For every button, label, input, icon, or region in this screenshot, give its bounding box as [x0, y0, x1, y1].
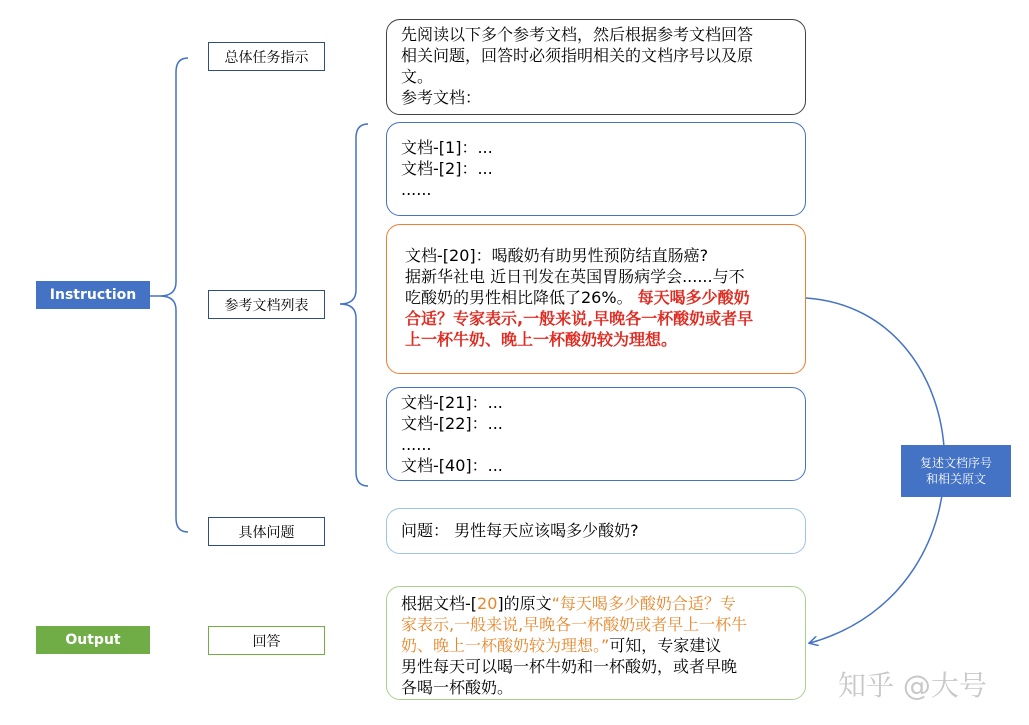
answer-line	[401, 593, 791, 614]
output-pill	[36, 626, 150, 654]
question-text: 问题： 男性每天应该喝多少酸奶?	[401, 521, 639, 540]
overall-task-label-box	[208, 42, 325, 71]
doc20-highlight: 每天喝多少酸奶	[637, 288, 750, 307]
task-line: 相关问题，回答时必须指明相关的文档序号以及原	[401, 46, 754, 65]
doc-entry: 文档-[21]：...	[401, 393, 503, 412]
task-line: 参考文档：	[401, 88, 482, 107]
instruction-label: Instruction	[49, 287, 137, 303]
doc-list-label: 参考文档列表	[224, 297, 309, 314]
output-label: Output	[65, 632, 121, 648]
doc20-highlight: 合适？专家表示,一般来说,早晚各一杯酸奶或者早	[405, 309, 754, 328]
answer-label-box	[208, 626, 325, 655]
task-line: 先阅读以下多个参考文档，然后根据参考文档回答	[401, 25, 754, 44]
doc-ellipsis: ......	[401, 435, 432, 454]
doc20-text: 据新华社电 近日刊发在英国胃肠病学会......与不	[405, 267, 745, 286]
doc20-box	[386, 224, 806, 374]
answer-doc-number: 20	[477, 594, 498, 613]
task-instruction-box	[386, 19, 806, 115]
answer-text: 可知，专家建议	[609, 636, 722, 655]
answer-label: 回答	[252, 633, 281, 650]
doc20-text-mixed	[405, 287, 791, 308]
answer-text: 各喝一杯酸奶。	[401, 678, 514, 697]
instruction-pill	[36, 281, 150, 309]
doc20-title: 文档-[20]：喝酸奶有助男性预防结直肠癌?	[405, 246, 709, 265]
answer-text: 男性每天可以喝一杯牛奶和一杯酸奶，或者早晚	[401, 657, 738, 676]
docs-top-box	[386, 122, 806, 216]
answer-quote: “每天喝多少酸奶合适？专	[551, 594, 736, 613]
instruction-brace	[160, 58, 188, 532]
restate-callout	[901, 445, 1011, 497]
specific-question-label: 具体问题	[238, 524, 295, 541]
callout-line: 复述文档序号	[919, 456, 992, 470]
doc-entry: 文档-[22]：...	[401, 414, 503, 433]
doc20-highlight: 上一杯牛奶、晚上一杯酸奶较为理想。	[405, 330, 678, 349]
doc20-text: 吃酸奶的男性相比降低了26%。	[405, 288, 638, 307]
watermark: 知乎 @大号	[838, 669, 987, 702]
doc-list-brace	[340, 124, 368, 486]
doc-list-label-box	[208, 290, 325, 319]
task-line: 文。	[401, 67, 434, 86]
doc-entry: 文档-[2]：...	[401, 159, 493, 178]
specific-question-label-box	[208, 517, 325, 546]
question-box	[386, 508, 806, 554]
answer-quote: 奶、晚上一杯酸奶较为理想。”	[401, 636, 610, 655]
doc-ellipsis: ......	[401, 180, 432, 199]
answer-text: 根据文档-[	[401, 594, 478, 613]
doc-entry: 文档-[40]：...	[401, 456, 503, 475]
answer-text: ]的原文	[497, 594, 552, 613]
callout-line: 和相关原文	[925, 472, 986, 486]
answer-line	[401, 635, 791, 656]
docs-bottom-box	[386, 387, 806, 481]
overall-task-label: 总体任务指示	[224, 49, 309, 66]
answer-quote: 家表示,一般来说,早晚各一杯酸奶或者早上一杯牛	[401, 615, 748, 634]
doc-entry: 文档-[1]：...	[401, 138, 493, 157]
answer-box	[386, 586, 806, 700]
